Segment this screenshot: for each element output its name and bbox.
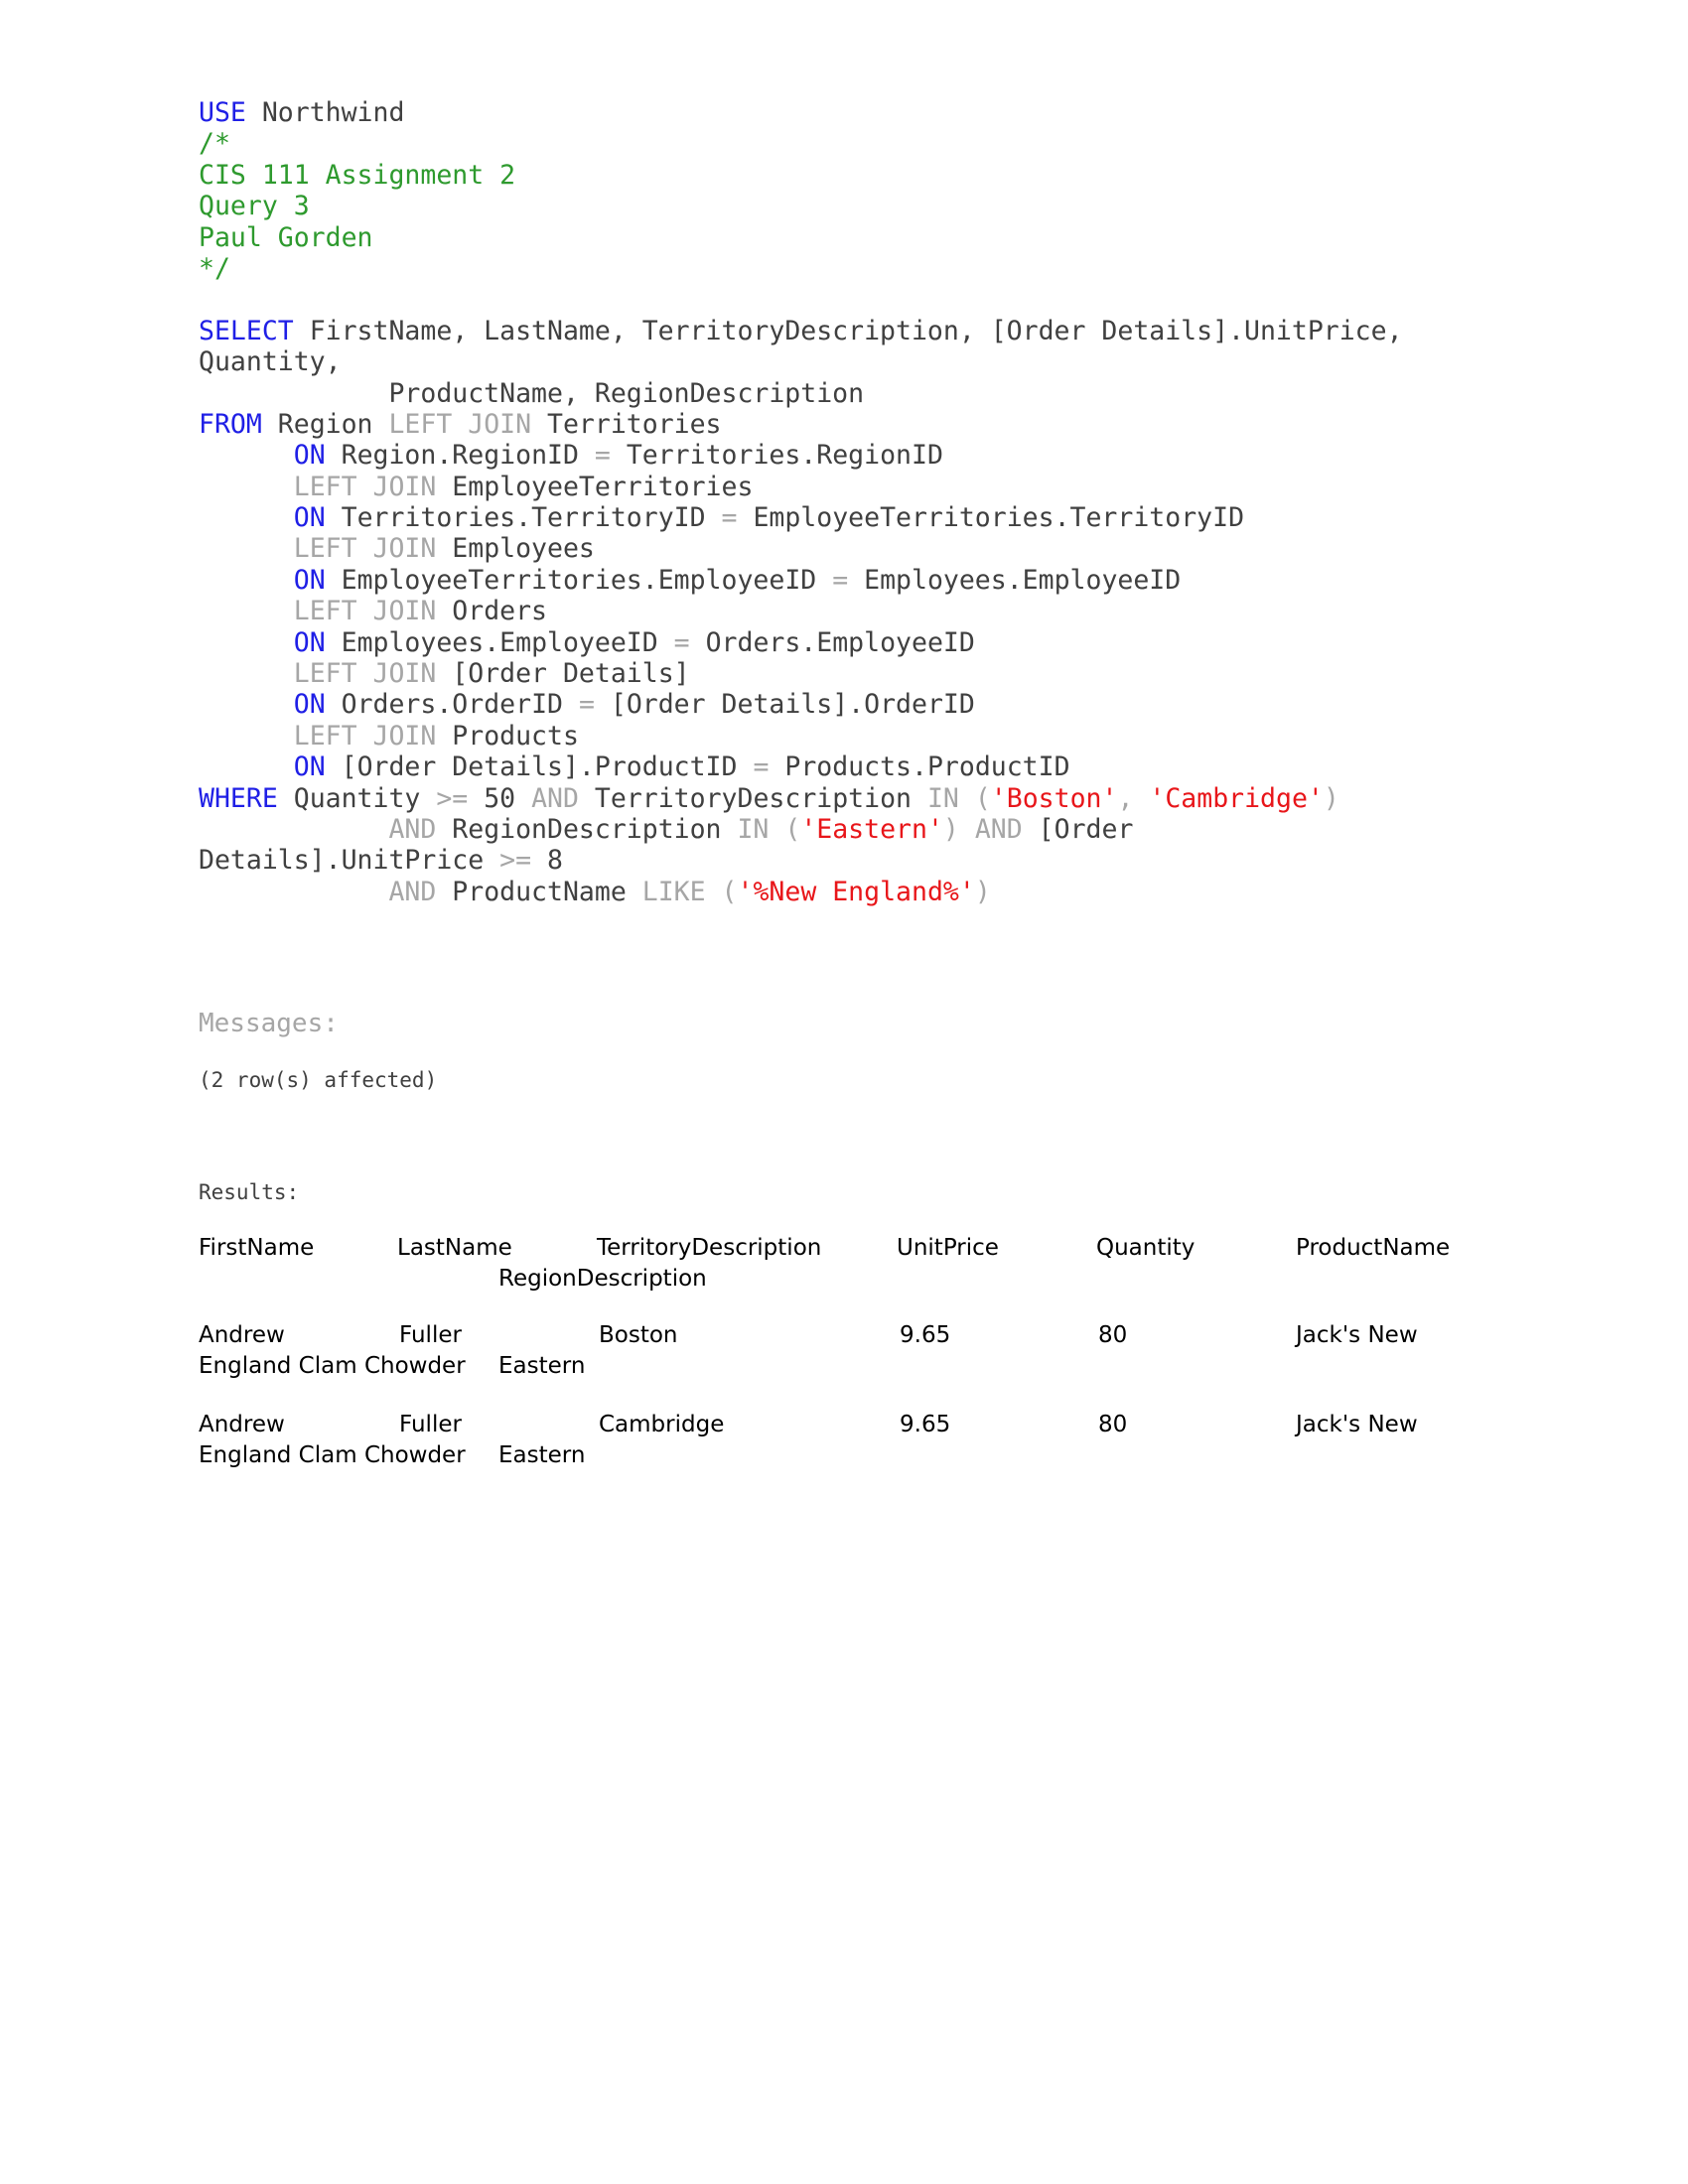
code-line: [199, 128, 1403, 159]
cell-territorydescription: Boston: [599, 1322, 678, 1348]
code-token: [199, 751, 294, 782]
code-token: LEFT JOIN: [293, 471, 437, 502]
code-token: LEFT JOIN: [293, 533, 437, 565]
code-line: [199, 877, 1403, 907]
code-token: TerritoryDescription: [578, 782, 927, 814]
cell-regiondescription: Eastern: [498, 1353, 586, 1379]
code-token: Employees.EmployeeID: [325, 626, 674, 658]
code-token: WHERE: [199, 782, 278, 814]
code-token: Paul Gorden: [199, 221, 373, 253]
code-token: Region: [261, 408, 389, 440]
code-token: ): [942, 813, 959, 845]
code-line: [199, 502, 1403, 533]
code-line: [199, 346, 1403, 377]
column-header-firstname: FirstName: [199, 1235, 315, 1261]
code-token: ProductName, RegionDescription: [199, 377, 865, 409]
cell-productname-line1: Jack's New: [1296, 1322, 1418, 1348]
code-token: Products: [436, 720, 579, 751]
code-token: IN: [737, 813, 770, 845]
code-line: [199, 721, 1403, 751]
code-token: Northwind: [245, 97, 405, 128]
code-token: LEFT JOIN: [293, 596, 437, 627]
cell-productname-line2: England Clam Chowder: [199, 1442, 466, 1468]
code-token: 'Cambridge': [1149, 782, 1324, 814]
code-line: [199, 253, 1403, 284]
code-token: EmployeeTerritories.TerritoryID: [737, 502, 1245, 534]
code-line: [199, 284, 1403, 315]
code-token: LEFT JOIN: [293, 658, 437, 690]
sql-code-block: [199, 97, 1403, 907]
code-token: >=: [436, 782, 469, 814]
code-token: AND: [388, 813, 437, 845]
code-token: Region.RegionID: [325, 440, 595, 472]
code-line: [199, 658, 1403, 689]
cell-quantity: 80: [1098, 1322, 1128, 1348]
code-token: Employees: [436, 533, 595, 565]
results-heading: Results:: [199, 1180, 300, 1204]
code-line: [199, 627, 1403, 658]
cell-regiondescription: Eastern: [498, 1442, 586, 1468]
code-line: [199, 814, 1403, 845]
code-token: ON: [293, 751, 326, 783]
cell-territorydescription: Cambridge: [599, 1412, 725, 1437]
code-token: '%New England%': [737, 876, 975, 907]
code-token: RegionDescription: [436, 813, 738, 845]
code-token: =: [673, 626, 690, 658]
code-token: CIS 111 Assignment 2: [199, 159, 516, 191]
code-token: AND: [974, 813, 1023, 845]
column-header-territorydescription: TerritoryDescription: [597, 1235, 822, 1261]
code-token: [Order Details].OrderID: [594, 689, 975, 721]
code-token: Products.ProductID: [769, 751, 1070, 783]
cell-firstname: Andrew: [199, 1322, 285, 1348]
code-token: [199, 689, 294, 720]
code-token: Quantity,: [199, 346, 342, 378]
cell-firstname: Andrew: [199, 1412, 285, 1437]
code-token: Details].UnitPrice: [199, 845, 500, 877]
code-token: [199, 565, 294, 596]
cell-lastname: Fuller: [399, 1412, 462, 1437]
code-token: LEFT JOIN: [293, 720, 437, 751]
code-token: [1133, 783, 1149, 814]
cell-lastname: Fuller: [399, 1322, 462, 1348]
code-token: AND: [388, 876, 437, 907]
code-token: Territories: [531, 408, 722, 440]
code-line: [199, 97, 1403, 128]
code-token: /*: [199, 128, 230, 160]
code-token: LIKE: [641, 876, 706, 907]
cell-quantity: 80: [1098, 1412, 1128, 1437]
code-token: 'Eastern': [800, 813, 943, 845]
code-line: [199, 409, 1403, 440]
cell-productname-line2: England Clam Chowder: [199, 1353, 466, 1379]
code-token: Territories.TerritoryID: [325, 502, 722, 534]
code-token: ,: [1117, 782, 1134, 814]
code-token: (: [705, 876, 738, 907]
code-token: [199, 658, 294, 689]
code-token: [959, 814, 975, 845]
code-token: EmployeeTerritories.EmployeeID: [325, 564, 833, 596]
code-token: USE: [199, 97, 246, 128]
code-line: [199, 378, 1403, 409]
code-token: [Order Details]: [436, 658, 690, 690]
code-line: [199, 845, 1403, 876]
code-line: [199, 565, 1403, 596]
code-token: */: [199, 252, 230, 284]
code-token: Orders: [436, 596, 548, 627]
code-line: [199, 160, 1403, 191]
code-token: Orders.EmployeeID: [689, 626, 975, 658]
code-line: [199, 783, 1403, 814]
code-line: [199, 191, 1403, 221]
code-token: ON: [293, 564, 326, 596]
code-token: Employees.EmployeeID: [848, 564, 1182, 596]
code-token: ON: [293, 689, 326, 721]
code-token: SELECT: [199, 315, 294, 346]
code-token: =: [753, 751, 770, 783]
code-token: IN: [926, 782, 959, 814]
code-token: AND: [531, 782, 579, 814]
column-header-lastname: LastName: [397, 1235, 512, 1261]
code-token: [199, 472, 294, 502]
code-line: [199, 472, 1403, 502]
cell-productname-line1: Jack's New: [1296, 1412, 1418, 1437]
code-token: FROM: [199, 408, 262, 440]
messages-heading: Messages:: [199, 1009, 339, 1038]
table-row: [199, 1412, 1489, 1501]
code-line: [199, 689, 1403, 720]
code-token: 'Boston': [990, 782, 1118, 814]
code-line: [199, 533, 1403, 564]
code-token: LEFT JOIN: [388, 408, 532, 440]
code-line: [199, 222, 1403, 253]
code-token: [199, 502, 294, 533]
code-token: [199, 627, 294, 658]
code-token: [199, 877, 388, 907]
code-token: [Order: [1022, 813, 1134, 845]
results-table: [199, 1235, 1489, 1501]
code-line: [199, 316, 1403, 346]
code-token: ON: [293, 502, 326, 534]
code-line: [199, 751, 1403, 782]
code-token: Quantity: [277, 782, 437, 814]
table-row: [199, 1322, 1489, 1412]
code-line: [199, 596, 1403, 626]
code-token: [199, 721, 294, 751]
code-token: ON: [293, 626, 326, 658]
code-token: (: [958, 782, 991, 814]
code-token: =: [578, 689, 595, 721]
code-token: (: [769, 813, 801, 845]
code-token: Query 3: [199, 191, 310, 222]
code-token: =: [832, 564, 849, 596]
code-token: [199, 814, 388, 845]
code-token: Orders.OrderID: [325, 689, 579, 721]
cell-unitprice: 9.65: [900, 1322, 951, 1348]
code-token: =: [721, 502, 738, 534]
code-token: [199, 440, 294, 471]
code-token: 8: [531, 845, 563, 877]
code-token: >=: [499, 845, 532, 877]
code-token: ON: [293, 440, 326, 472]
messages-text: (2 row(s) affected): [199, 1068, 438, 1092]
code-token: 50: [468, 782, 532, 814]
code-token: ProductName: [436, 876, 642, 907]
column-header-unitprice: UnitPrice: [897, 1235, 999, 1261]
code-token: [Order Details].ProductID: [325, 751, 754, 783]
code-token: =: [594, 440, 611, 472]
code-token: [199, 533, 294, 564]
code-token: [199, 596, 294, 626]
code-token: ): [974, 876, 991, 907]
code-line: [199, 440, 1403, 471]
column-header-regiondescription: RegionDescription: [498, 1266, 707, 1292]
code-token: EmployeeTerritories: [436, 471, 754, 502]
results-header-row: [199, 1235, 1489, 1322]
code-token: Territories.RegionID: [610, 440, 943, 472]
cell-unitprice: 9.65: [900, 1412, 951, 1437]
column-header-productname: ProductName: [1296, 1235, 1451, 1261]
code-token: ): [1323, 782, 1339, 814]
code-token: FirstName, LastName, TerritoryDescription, [Order Details].UnitPrice,: [293, 315, 1403, 346]
column-header-quantity: Quantity: [1096, 1235, 1196, 1261]
